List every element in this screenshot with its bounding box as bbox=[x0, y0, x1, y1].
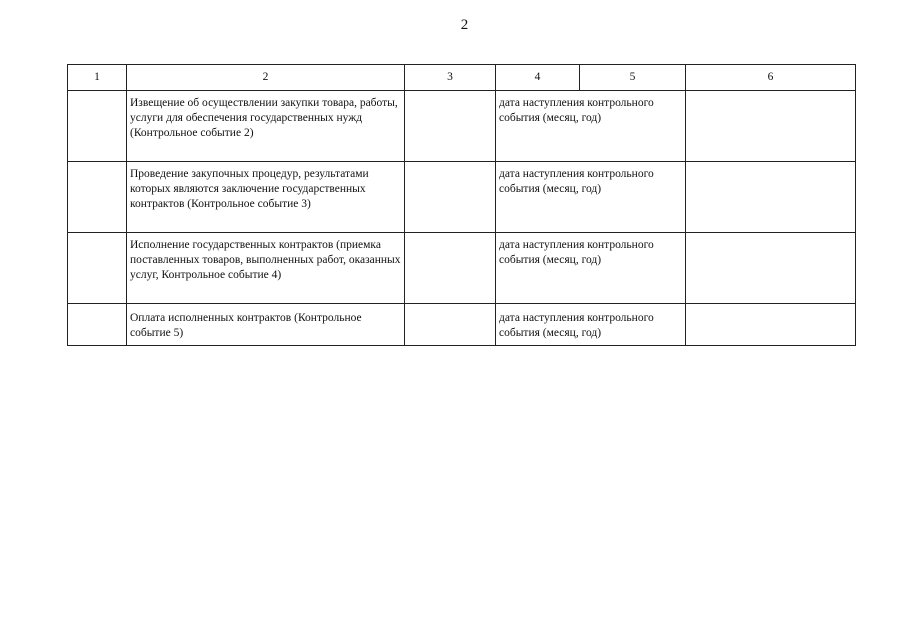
column-6-cell bbox=[686, 91, 856, 162]
page-number: 2 bbox=[460, 17, 469, 33]
row-number-cell bbox=[68, 91, 127, 162]
event-date: дата наступления контрольного события (месяц, год) bbox=[499, 312, 654, 339]
column-3-cell bbox=[405, 91, 496, 162]
column-6-cell bbox=[686, 233, 856, 304]
header-row bbox=[68, 65, 856, 91]
event-name: Извещение об осуществлении закупки товара, работы, услуги для обеспечения государственных нужд (Контрольное событие 2) bbox=[130, 97, 398, 139]
event-date-cell bbox=[496, 162, 686, 233]
row-number-cell bbox=[68, 162, 127, 233]
table-row bbox=[68, 304, 856, 346]
event-date-cell bbox=[496, 304, 686, 346]
column-header-4: 4 bbox=[496, 65, 580, 91]
event-date: дата наступления контрольного события (месяц, год) bbox=[499, 97, 654, 124]
event-date-cell bbox=[496, 233, 686, 304]
event-name: Проведение закупочных процедур, результатами которых являются заключение государственных контрактов (Контрольное событие 3) bbox=[130, 168, 369, 210]
event-date: дата наступления контрольного события (месяц, год) bbox=[499, 168, 654, 195]
event-date: дата наступления контрольного события (месяц, год) bbox=[499, 239, 654, 266]
event-date-cell bbox=[496, 91, 686, 162]
column-6-cell bbox=[686, 162, 856, 233]
table-row bbox=[68, 91, 856, 162]
column-3-cell bbox=[405, 233, 496, 304]
event-name-cell bbox=[127, 91, 405, 162]
column-3-cell bbox=[405, 162, 496, 233]
column-header-5: 5 bbox=[580, 65, 686, 91]
event-name-cell bbox=[127, 304, 405, 346]
event-name: Оплата исполненных контрактов (Контрольное событие 5) bbox=[130, 312, 362, 339]
column-header-3: 3 bbox=[405, 65, 496, 91]
column-header-6: 6 bbox=[686, 65, 856, 91]
control-events-table bbox=[67, 64, 856, 346]
row-number-cell bbox=[68, 233, 127, 304]
event-name-cell bbox=[127, 233, 405, 304]
column-6-cell bbox=[686, 304, 856, 346]
column-3-cell bbox=[405, 304, 496, 346]
event-name: Исполнение государственных контрактов (приемка поставленных товаров, выполненных работ, оказанных услуг, Контрольное событие 4) bbox=[130, 239, 401, 281]
table-row bbox=[68, 233, 856, 304]
column-header-2: 2 bbox=[127, 65, 405, 91]
column-header-1: 1 bbox=[68, 65, 127, 91]
table-row bbox=[68, 162, 856, 233]
row-number-cell bbox=[68, 304, 127, 346]
event-name-cell bbox=[127, 162, 405, 233]
